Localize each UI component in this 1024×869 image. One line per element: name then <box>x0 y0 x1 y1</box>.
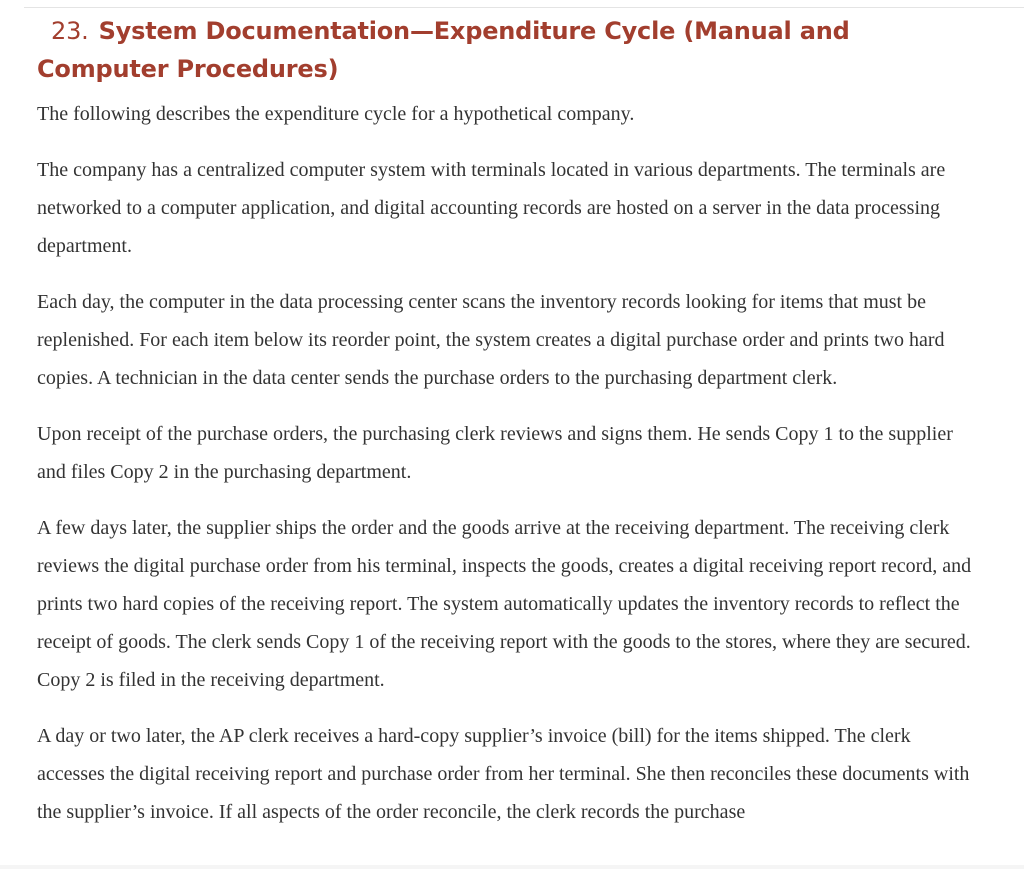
paragraph-intro: The following describes the expenditure cycle for a hypothetical company. <box>37 103 635 125</box>
problem-number: 23. <box>51 17 89 45</box>
paragraph-accounts-payable: A day or two later, the AP clerk receives a hard-copy supplier’s invoice (bill) for the items shipped. The clerk accesses the digital receiving report and purchase order from her terminal. She then reconciles these documents with the supplier’s invoice. If all aspects of the order reconcile, the clerk records the purchase <box>37 725 970 823</box>
problem-title: System Documentation—Expenditure Cycle (Manual and Computer Procedures) <box>37 17 850 83</box>
paragraph-system: The company has a centralized computer system with terminals located in various departments. The terminals are networked to a computer application, and digital accounting records are hosted on a server in the data processing department. <box>37 159 946 257</box>
bottom-edge <box>0 865 1024 869</box>
top-divider <box>24 7 1024 8</box>
paragraph-reorder: Each day, the computer in the data processing center scans the inventory records looking for items that must be replenished. For each item below its reorder point, the system creates a digital purchase order and prints two hard copies. A technician in the data center sends the purchase orders to the purchasing department clerk. <box>37 291 945 389</box>
document-page <box>37 12 977 831</box>
problem-heading <box>37 12 977 88</box>
paragraph-receiving: A few days later, the supplier ships the order and the goods arrive at the receiving department. The receiving clerk reviews the digital purchase order from his terminal, inspects the goods, creates a digital receiving report record, and prints two hard copies of the receiving report. The system automatically updates the inventory records to reflect the receipt of goods. The clerk sends Copy 1 of the receiving report with the goods to the stores, where they are secured. Copy 2 is filed in the receiving department. <box>37 517 972 691</box>
paragraph-purchasing: Upon receipt of the purchase orders, the purchasing clerk reviews and signs them. He sends Copy 1 to the supplier and files Copy 2 in the purchasing department. <box>37 423 953 483</box>
